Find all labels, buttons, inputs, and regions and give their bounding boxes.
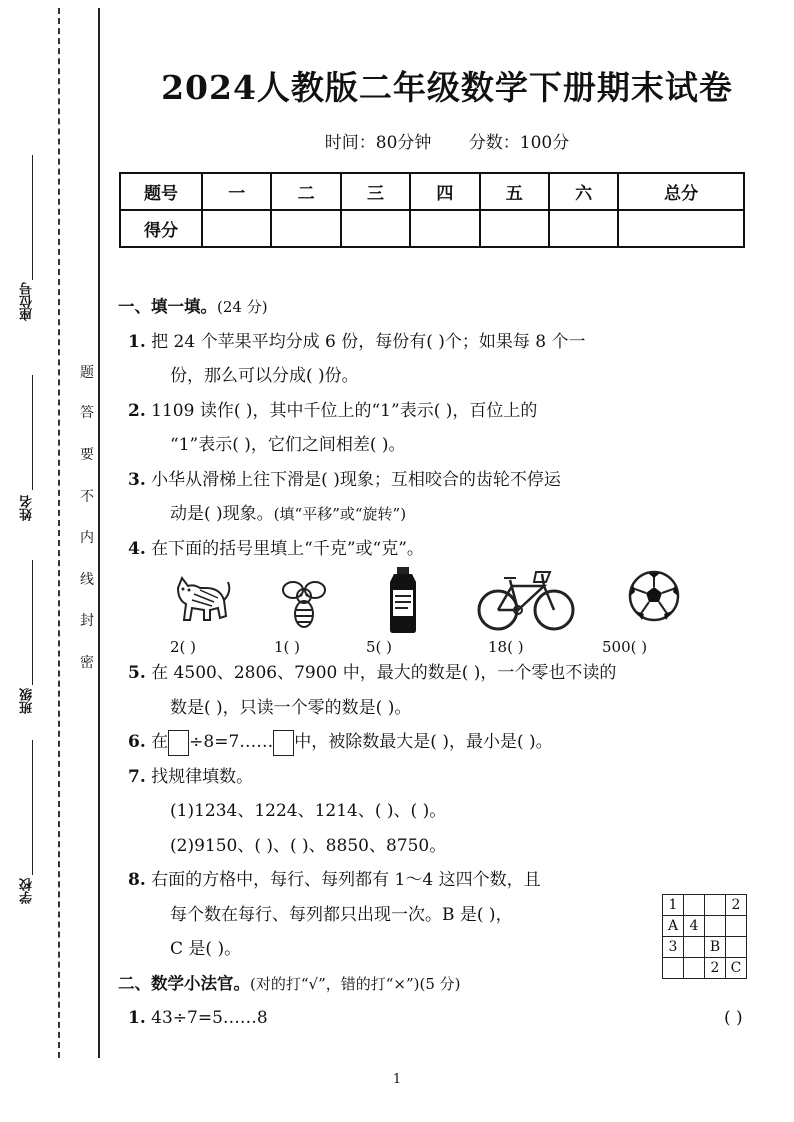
seal-char: 内	[80, 530, 94, 546]
question-8: 8. 右面的方格中，每行、每列都有 1～4 这四个数，且	[128, 870, 541, 890]
question-8-cont: 每个数在每行、每列都只出现一次。B 是( )，	[170, 904, 513, 925]
question-5-cont: 数是( )，只读一个零的数是( )。	[170, 697, 412, 718]
question-3: 3. 小华从滑梯上往下滑是( )现象；互相咬合的齿轮不停运	[128, 469, 561, 490]
answer-box[interactable]	[168, 730, 189, 756]
grid-cell	[684, 937, 705, 958]
table-cell: 三	[341, 173, 410, 210]
question-7-sub1: (1)1234、1224、1214、( )、( )。	[170, 801, 447, 821]
seal-char: 不	[80, 489, 94, 505]
blank-item: 1( )	[274, 638, 301, 656]
question-6: 6. 在 ÷8=7…… 中，被除数最大是( )，最小是( )。	[118, 725, 758, 760]
blank-item: 5( )	[366, 638, 393, 656]
table-cell: 四	[410, 173, 479, 210]
seat-label: 座位号	[20, 282, 35, 321]
grid-cell: C	[726, 958, 747, 979]
blank-item: 500( )	[602, 638, 648, 656]
class-label: 班级	[20, 688, 35, 714]
grid-cell	[726, 937, 747, 958]
score-table-header	[120, 173, 744, 210]
margin-border-line	[98, 8, 100, 1058]
question-4: 4. 在下面的括号里填上“千克”或“克”。	[128, 538, 424, 559]
question-1: 1. 把 24 个苹果平均分成 6 份，每份有( )个；如果每 8 个一	[128, 331, 586, 352]
blank-item: 18( )	[488, 638, 524, 656]
seal-char: 答	[80, 405, 94, 421]
grid-cell	[705, 895, 726, 916]
blank-item: 2( )	[170, 638, 197, 656]
grid-cell: 1	[663, 895, 684, 916]
question-7: 7. 找规律填数。	[128, 766, 254, 787]
section-heading: 一、填一填。(24 分)	[118, 297, 268, 316]
question-4-pictures	[118, 566, 758, 656]
school-blank[interactable]	[32, 740, 33, 875]
section-heading: 二、数学小法官。(对的打“√”，错的打“×”)(5 分)	[118, 973, 461, 993]
school-label: 学校	[20, 878, 35, 904]
grid-cell: A	[663, 916, 684, 937]
seal-char: 题	[80, 365, 94, 381]
seal-char: 线	[80, 572, 94, 588]
score-cell[interactable]	[618, 210, 744, 247]
cat-icon	[170, 574, 232, 630]
seal-char: 密	[80, 655, 94, 671]
table-cell: 得分	[120, 210, 202, 247]
exam-info	[100, 128, 794, 153]
seal-char: 要	[80, 447, 94, 463]
seat-blank[interactable]	[32, 155, 33, 280]
seal-char: 封	[80, 613, 94, 629]
question-8-cont: C 是( )。	[170, 939, 242, 959]
score-table	[119, 172, 745, 248]
score-cell[interactable]	[271, 210, 340, 247]
grid-cell: 3	[663, 937, 684, 958]
grid-cell: B	[705, 937, 726, 958]
grid-cell	[726, 916, 747, 937]
question-5: 5. 在 4500、2806、7900 中，最大的数是( )，一个零也不读的	[128, 663, 617, 683]
score-cell[interactable]	[341, 210, 410, 247]
page-title: 2024人教版二年级数学下册期末试卷	[161, 68, 733, 107]
score-info: 分数：100分	[468, 133, 570, 153]
cut-dashed-line	[58, 8, 60, 1058]
binding-margin	[0, 0, 100, 1122]
name-label: 姓名	[20, 495, 35, 521]
table-cell: 六	[549, 173, 618, 210]
grid-cell: 2	[726, 895, 747, 916]
name-blank[interactable]	[32, 375, 33, 490]
bicycle-icon	[476, 566, 576, 632]
time-info: 时间：80分钟	[324, 133, 432, 153]
question-7-sub2: (2)9150、( )、( )、8850、8750。	[170, 835, 447, 856]
score-cell[interactable]	[202, 210, 271, 247]
table-cell: 一	[202, 173, 271, 210]
grid-cell	[684, 895, 705, 916]
score-table-row	[120, 210, 744, 247]
question-2: 2. 1109 读作( )，其中千位上的“1”表示( )，百位上的	[128, 400, 538, 421]
table-cell: 题号	[120, 173, 202, 210]
page-number: 1	[392, 1072, 402, 1087]
grid-cell: 4	[684, 916, 705, 937]
grid-cell	[684, 958, 705, 979]
table-cell: 五	[480, 173, 549, 210]
table-cell: 二	[271, 173, 340, 210]
bottle-icon	[386, 566, 420, 634]
bee-icon	[280, 576, 328, 630]
score-cell[interactable]	[480, 210, 549, 247]
score-cell[interactable]	[549, 210, 618, 247]
grid-cell	[705, 916, 726, 937]
grid-cell	[663, 958, 684, 979]
section2-question-1: 1. 43÷7=5……8 ( )	[128, 1008, 743, 1028]
score-cell[interactable]	[410, 210, 479, 247]
question-3-cont: 动是( )现象。(填“平移”或“旋转”)	[170, 504, 407, 524]
question-hint: (填“平移”或“旋转”)	[273, 505, 407, 523]
answer-box[interactable]	[273, 730, 294, 756]
grid-cell: 2	[705, 958, 726, 979]
question-1-cont: 份，那么可以分成( )份。	[170, 366, 359, 386]
question-2-cont: “1”表示( )，它们之间相差( )。	[170, 435, 406, 455]
soccer-ball-icon	[628, 570, 680, 622]
table-cell: 总分	[618, 173, 744, 210]
number-grid	[662, 894, 747, 979]
class-blank[interactable]	[32, 560, 33, 685]
